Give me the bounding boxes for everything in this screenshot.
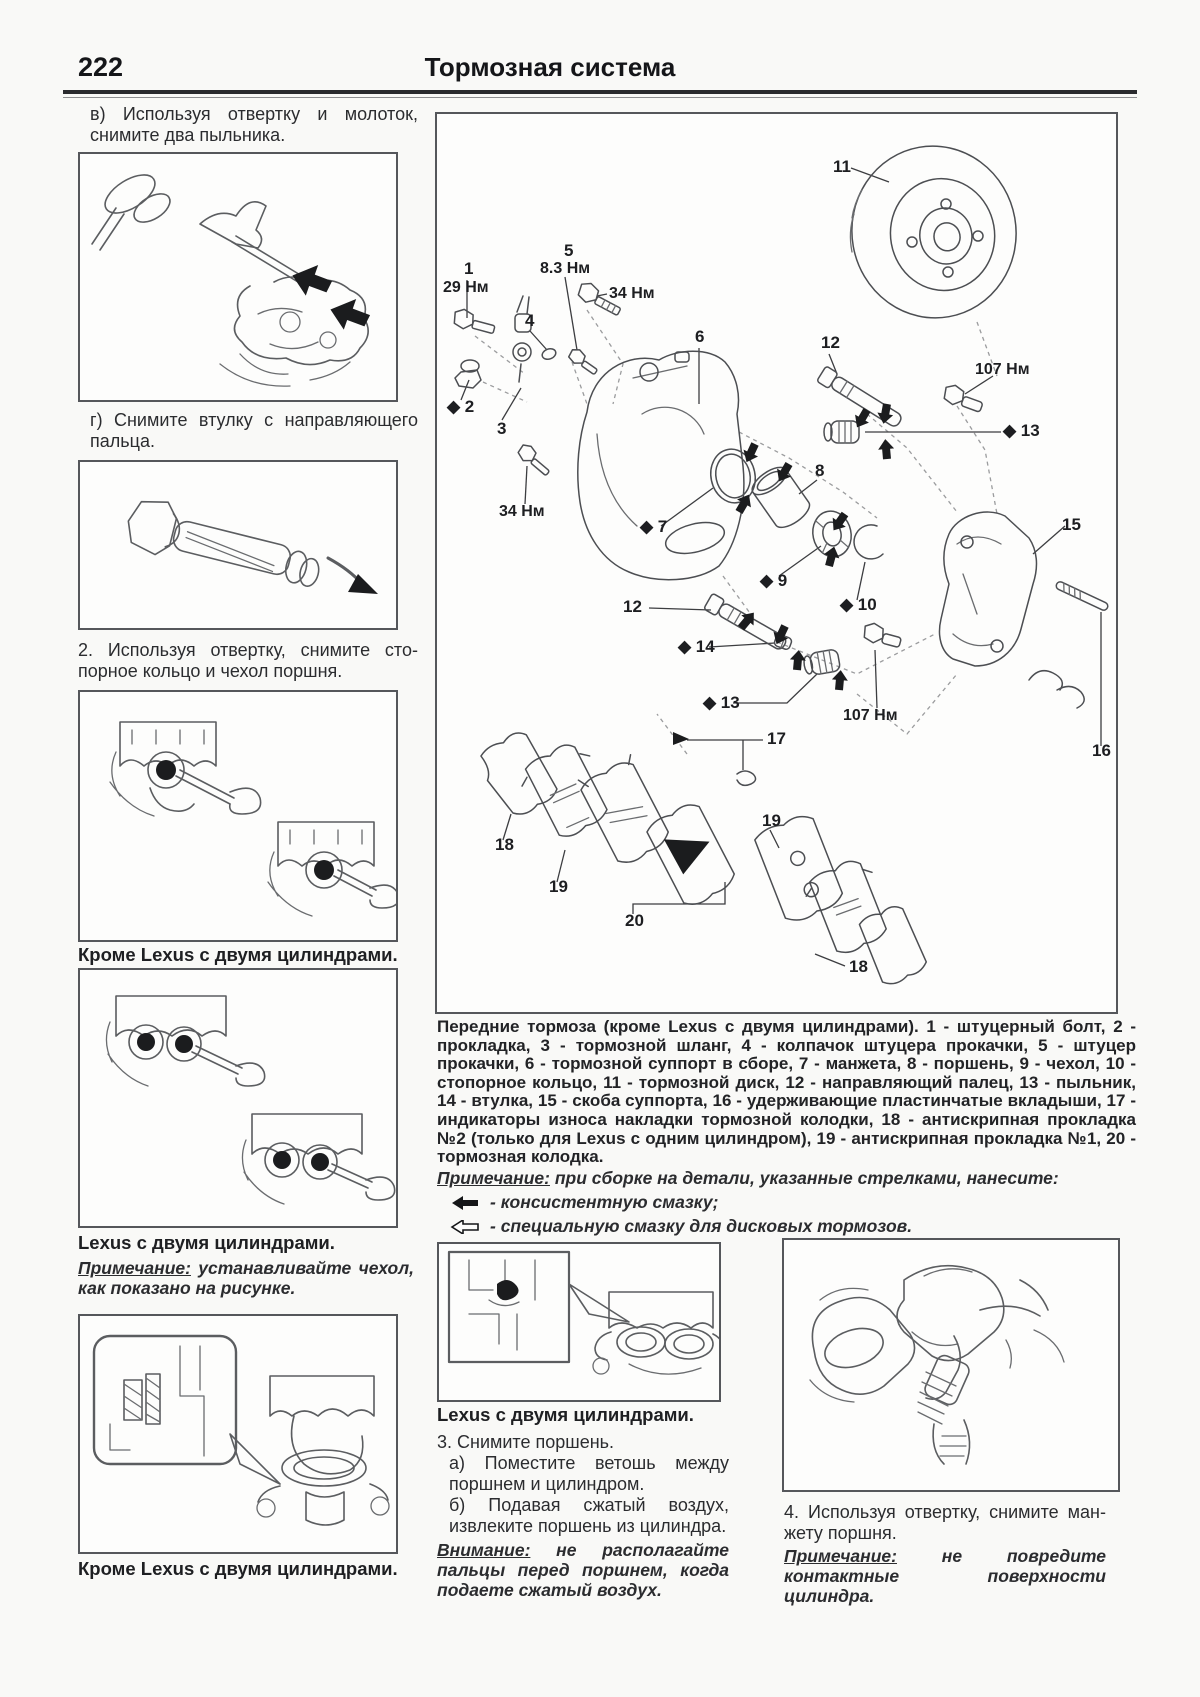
- figure-remove-bushing-art: [80, 462, 396, 628]
- diagram-label: 20: [625, 911, 644, 930]
- step-3-text: 3. Снимите поршень.: [437, 1432, 615, 1452]
- part-dust-boot-upper: [824, 421, 859, 443]
- diagram-label: 19: [549, 877, 568, 896]
- part-shim1-right: [800, 855, 895, 960]
- diagram-label: ◆ 13: [703, 693, 740, 712]
- part-retainer-clips: [1029, 671, 1084, 708]
- figure-lexus-twin-caliper-art: [439, 1244, 719, 1400]
- part-caliper-bracket: [940, 512, 1037, 666]
- diagram-label: 5: [564, 241, 574, 260]
- caption-except-lexus-1: Кроме Lexus с двумя цилиндрами.: [78, 944, 398, 965]
- diagram-label: 107 Нм: [843, 707, 898, 724]
- diagram-label: 8.3 Нм: [540, 260, 591, 277]
- figure-snap-ring-single-art: [80, 692, 396, 940]
- figure-air-gun-piston: [782, 1238, 1120, 1492]
- diagram-label: ◆ 13: [1003, 421, 1040, 440]
- diagram-note-text: при сборке на детали, указанные стрелками, нанесите:: [554, 1168, 1059, 1188]
- grease-arrows: [732, 403, 895, 691]
- note-install-boot-label: Примечание:: [78, 1258, 191, 1278]
- diagram-label: 1: [464, 259, 474, 278]
- part-wear-indicator-1: [673, 732, 689, 745]
- warning-text: не располагайте пальцы перед поршнем, когда подаете сжатый воздух.: [437, 1540, 729, 1600]
- figure-snap-ring-single: [78, 690, 398, 942]
- diagram-label: 16: [1092, 741, 1111, 760]
- outline-arrow-icon: [450, 1220, 480, 1234]
- header-rule-thick: [63, 90, 1137, 94]
- header-rule-thin: [63, 97, 1137, 98]
- diagram-label: ◆ 7: [640, 517, 668, 536]
- part-bolt-34nm-2: [515, 442, 554, 478]
- part-union-bolt: [452, 307, 497, 336]
- part-snap-ring: [854, 525, 883, 559]
- diagram-note: [437, 1168, 1136, 1188]
- exploded-diagram-box: [435, 112, 1118, 1014]
- part-bleeder-screw: [567, 346, 601, 376]
- diagram-label: ◆ 2: [447, 397, 475, 416]
- legend-row-grease: [450, 1192, 718, 1213]
- diagram-label: 34 Нм: [609, 285, 655, 302]
- step-3a-text: а) Поместите ветошь между поршнем и цилиндром.: [449, 1453, 729, 1494]
- step-4-text: 4. Используя отвертку, снимите манжету поршня.: [784, 1502, 1106, 1543]
- diagram-label: ◆ 9: [760, 571, 788, 590]
- figure-snap-ring-twin: [78, 968, 398, 1228]
- part-brake-pad-1: [577, 755, 674, 869]
- warning-label: Внимание:: [437, 1540, 531, 1560]
- part-bolt-107nm-upper: [941, 383, 985, 415]
- caption-except-lexus-2: Кроме Lexus с двумя цилиндрами.: [78, 1558, 398, 1579]
- part-shim2-left: [474, 727, 560, 822]
- diagram-label: 8: [815, 461, 825, 480]
- note-cylinder-surfaces: [784, 1546, 1106, 1606]
- diagram-label: 19: [762, 811, 781, 830]
- legend-grease-text: - консистентную смазку;: [490, 1192, 719, 1212]
- note-cylinder-label: Примечание:: [784, 1546, 897, 1566]
- figure-remove-bushing: [78, 460, 398, 630]
- legend-disc-grease-text: - специальную смазку для дисковых тормозов.: [490, 1216, 913, 1236]
- part-retainer-pin: [1055, 581, 1109, 612]
- warning-compressed-air: [437, 1540, 729, 1600]
- part-brake-disc: [838, 133, 1029, 331]
- diagram-note-label: Примечание:: [437, 1168, 550, 1188]
- caption-lexus: Lexus с двумя цилиндрами.: [78, 1232, 335, 1253]
- exploded-diagram: [437, 114, 1116, 1012]
- step-3b-text: б) Подавая сжатый воздух, извлеките поршень из цилиндра.: [449, 1495, 729, 1536]
- part-wear-indicator-2: [737, 771, 756, 785]
- part-brake-hose: [513, 296, 531, 382]
- part-caliper: [578, 351, 744, 579]
- figure-remove-dust-boots-art: [80, 154, 396, 400]
- diagram-label: 17: [767, 729, 786, 748]
- caption-lexus-bottom: Lexus с двумя цилиндрами.: [437, 1404, 694, 1425]
- step-g-text: г) Снимите втулку с направляющего пальца.: [90, 410, 418, 451]
- diagram-caption: Передние тормоза (кроме Lexus с двумя цилиндрами). 1 - штуцерный болт, 2 - прокладка, 3 - тормозной шланг, 4 - колпачок штуцера прокачки, 5 - штуцер прокачки, 6 - тормозной суппорт в сборе, 7 - манжета, 8 - поршень, 9 - чехол, 10 - стопорное кольцо, 11 - тормозной диск, 12 - направляющий палец, 13 - пыльник, 14 - втулка, 15 - скоба суппорта, 16 - удерживающие пластинчатые вкладыши, 17 - индикаторы износа накладки тормозной колодки, 18 - антискрипная прокладка №2 (только для Lexus с одним цилиндром), 19 - антискрипная прокладка №1, 20 - тормозная колодка.: [437, 1017, 1136, 1167]
- note-install-boot-text: устанавливайте чехол, как показано на рисунке.: [78, 1258, 414, 1298]
- part-shim2-right: [858, 902, 930, 988]
- legend-row-disc-grease: [450, 1216, 912, 1237]
- exploded-diagram-labels: [443, 157, 1111, 976]
- part-dust-boot-lower: [802, 649, 840, 677]
- part-bleeder-cap: [541, 347, 558, 361]
- figure-air-gun-piston-art: [784, 1240, 1118, 1490]
- diagram-label: 34 Нм: [499, 503, 545, 520]
- diagram-label: 3: [497, 419, 507, 438]
- part-gasket-2: [455, 370, 481, 388]
- diagram-label: 6: [695, 327, 705, 346]
- step-2-text: 2. Используя отвертку, снимите стопорное кольцо и чехол поршня.: [78, 640, 418, 681]
- page-number: 222: [78, 52, 124, 82]
- diagram-label: 12: [623, 597, 642, 616]
- page-title: Тормозная система: [424, 52, 676, 82]
- diagram-label: 107 Нм: [975, 361, 1030, 378]
- figure-boot-install-detail: [78, 1314, 398, 1554]
- step-v-text: в) Используя отвертку и молоток, снимите два пыльника.: [90, 104, 418, 145]
- diagram-label: 12: [821, 333, 840, 352]
- diagram-label: ◆ 10: [840, 595, 877, 614]
- diagram-label: 4: [525, 311, 535, 330]
- filled-arrow-icon: [450, 1196, 480, 1210]
- diagram-label: ◆ 14: [678, 637, 715, 656]
- note-install-boot: [78, 1258, 414, 1298]
- diagram-label: 11: [833, 157, 851, 176]
- note-cylinder-text: не повредите контактные поверхности цилиндра.: [784, 1546, 1106, 1606]
- figure-lexus-twin-caliper: [437, 1242, 721, 1402]
- figure-boot-install-detail-art: [80, 1316, 396, 1552]
- figure-snap-ring-twin-art: [80, 970, 396, 1226]
- diagram-label: 15: [1062, 515, 1081, 534]
- diagram-label: 29 Нм: [443, 279, 489, 296]
- part-bolt-107nm-lower: [862, 621, 904, 649]
- diagram-label: 18: [849, 957, 868, 976]
- diagram-label: 18: [495, 835, 514, 854]
- figure-remove-dust-boots: [78, 152, 398, 402]
